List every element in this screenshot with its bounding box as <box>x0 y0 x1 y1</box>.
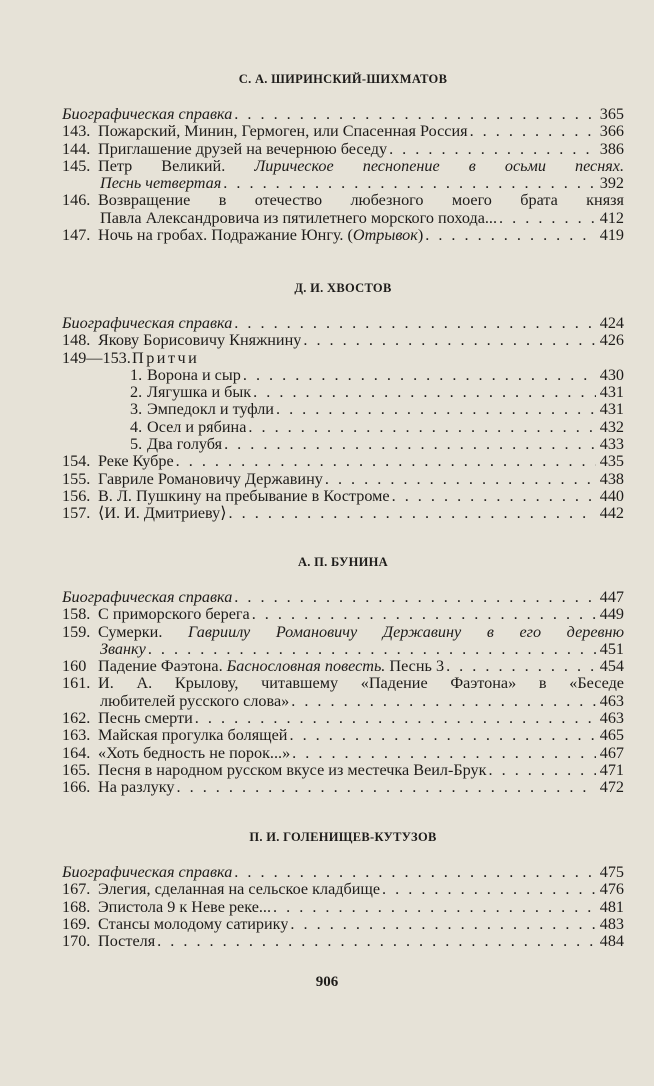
entry-page: 433 <box>599 435 624 454</box>
dot-leader <box>273 899 596 916</box>
entry-title <box>62 864 232 881</box>
entry-title <box>132 350 199 367</box>
entry-page: 449 <box>599 605 624 624</box>
entry-page: 484 <box>599 932 624 951</box>
toc-entry <box>62 710 624 727</box>
entry-title-segment: Осел и рябина <box>147 418 247 436</box>
entry-title <box>98 916 288 933</box>
toc-entry <box>62 419 624 436</box>
entry-title <box>147 419 246 436</box>
entry-number: 168. <box>62 897 91 916</box>
entry-number: 1. <box>130 365 143 384</box>
entry-page: 471 <box>599 760 624 779</box>
toc-entry <box>62 727 624 744</box>
entry-title-segment: Эпистола 9 к Неве реке... <box>98 898 272 916</box>
toc-section <box>62 555 624 797</box>
entry-title-segment: Элегия, сделанная на сельское кладбище <box>98 881 381 899</box>
entry-number: 165. <box>62 760 91 779</box>
entry-title <box>147 367 241 384</box>
entry-page: 465 <box>599 726 624 745</box>
dot-leader <box>248 419 596 436</box>
entry-title-segment: Пожарский, Минин, Гермоген, или Спасенная Россия <box>98 123 468 141</box>
dot-leader <box>253 384 596 401</box>
dot-leader <box>489 762 596 779</box>
entry-title-segment: Майская прогулка болящей <box>98 727 288 745</box>
entry-number: 3. <box>130 400 143 419</box>
entry-title <box>98 762 487 779</box>
entry-title <box>98 899 271 916</box>
toc-entry <box>62 916 624 933</box>
entry-title-segment: любителей русского слова» <box>100 692 290 710</box>
entry-title-line <box>98 192 624 209</box>
entry-title-segment: Ворона и сыр <box>147 366 241 384</box>
toc-entry <box>62 606 624 623</box>
dot-leader <box>392 488 596 505</box>
entry-page: 424 <box>599 314 624 332</box>
toc-section <box>62 830 624 950</box>
entry-title-line <box>100 641 146 658</box>
entry-title-segment: ) <box>417 227 424 245</box>
entry-page: 442 <box>599 504 624 523</box>
entry-title-line <box>100 693 289 710</box>
entry-title-segment: Павла Александровича из пятилетнего морского похода... <box>100 209 498 227</box>
toc-entry <box>62 589 624 606</box>
entry-title-segment: Петр Великий. <box>98 156 255 175</box>
entry-title <box>98 141 387 158</box>
dot-leader <box>224 436 596 453</box>
entry-number: 161. <box>62 674 91 693</box>
entry-number: 143. <box>62 122 91 141</box>
entry-title <box>98 505 227 522</box>
entry-title-segment: Приглашение друзей на вечернюю беседу <box>98 140 388 158</box>
entry-number: 148. <box>62 331 91 350</box>
entry-number: 170. <box>62 932 91 951</box>
entry-title-segment: В. Л. Пушкину на пребывание в Костроме <box>98 487 390 505</box>
dot-leader <box>157 933 596 950</box>
entry-title <box>98 606 250 623</box>
toc-entry <box>62 401 624 418</box>
toc-entry-continuation <box>62 641 624 658</box>
dot-leader <box>148 641 596 658</box>
entry-title <box>98 727 287 744</box>
entry-title-segment: Эмпедокл и туфли <box>147 401 274 419</box>
entry-title <box>62 106 232 123</box>
entry-page: 386 <box>599 139 624 158</box>
entry-page: 454 <box>599 657 624 676</box>
entry-page: 435 <box>599 452 624 471</box>
entry-title-segment: Баснословная повесть. <box>226 658 386 676</box>
section-author-heading: А. П. БУНИНА <box>297 555 389 569</box>
entry-title-segment: С приморского берега <box>98 606 250 624</box>
entry-title-segment: Гавриилу Романовичу Державину в его деревню <box>187 622 624 641</box>
dot-leader <box>289 727 596 744</box>
entry-title-segment: Реке Кубре <box>98 453 174 471</box>
toc-entry <box>62 881 624 898</box>
entry-title <box>98 471 323 488</box>
entry-page: 412 <box>599 208 624 227</box>
entry-page: 366 <box>599 122 624 141</box>
entry-number: 2. <box>130 383 143 402</box>
entry-title-segment: Биографическая справка <box>62 589 233 606</box>
entry-number: 149—153. <box>62 348 131 367</box>
entry-title <box>98 332 301 349</box>
entry-number: 163. <box>62 726 91 745</box>
entry-title-segment: Гавриле Романовичу Державину <box>98 470 323 488</box>
entry-title <box>147 384 251 401</box>
dot-leader <box>389 141 596 158</box>
toc-entry <box>62 315 624 332</box>
dot-leader <box>234 106 596 123</box>
entry-title-segment: Ночь на гробах. Подражание Юнгу. ( <box>98 227 353 245</box>
entry-page: 426 <box>599 331 624 350</box>
entry-number: 158. <box>62 605 91 624</box>
entry-number: 4. <box>130 417 143 436</box>
toc-entry <box>62 658 624 675</box>
entry-title-line <box>100 210 497 227</box>
entry-page: 431 <box>599 400 624 419</box>
toc-section <box>62 281 624 523</box>
entry-title-segment: Притчи <box>132 349 200 367</box>
toc-entry <box>62 899 624 916</box>
entry-title <box>98 779 175 796</box>
dot-leader <box>234 864 596 881</box>
entry-page: 430 <box>599 365 624 384</box>
entry-title-segment: Биографическая справка <box>62 864 233 881</box>
toc-entry-continuation <box>62 210 624 227</box>
toc-entry <box>62 332 624 349</box>
section-author-heading: С. А. ШИРИНСКИЙ-ШИХМАТОВ <box>238 72 448 86</box>
dot-leader <box>425 227 596 244</box>
entry-page: 475 <box>599 863 624 881</box>
dot-leader <box>234 315 596 332</box>
entry-title-segment: Возвращение в отечество любезного моего брата князя <box>98 191 624 210</box>
entry-title <box>98 227 423 244</box>
dot-leader <box>303 332 596 349</box>
entry-page: 438 <box>599 469 624 488</box>
dot-leader <box>290 916 596 933</box>
toc-entry <box>62 158 624 175</box>
entry-page: 467 <box>599 743 624 762</box>
entry-title-segment: ⟨И. И. Дмитриеву⟩ <box>98 505 227 523</box>
entry-number: 166. <box>62 778 91 797</box>
entry-title <box>98 881 380 898</box>
entry-page: 472 <box>599 778 624 797</box>
entry-title <box>98 488 390 505</box>
entry-title-segment: Песнь смерти <box>98 710 193 728</box>
toc-entry <box>62 367 624 384</box>
page-number: 906 <box>315 974 339 990</box>
entry-number: 159. <box>62 622 91 641</box>
entry-title <box>147 401 274 418</box>
entry-title <box>98 658 444 675</box>
toc-entry <box>62 624 624 641</box>
entry-title <box>98 745 290 762</box>
entry-title-segment: Песнь 3 <box>385 658 445 676</box>
entry-page: 447 <box>599 588 624 606</box>
entry-number: 162. <box>62 709 91 728</box>
dot-leader <box>195 710 596 727</box>
entry-title-segment: Постеля <box>98 933 156 951</box>
toc-entry <box>62 933 624 950</box>
dot-leader <box>252 606 596 623</box>
entry-title-line <box>100 175 221 192</box>
entry-number: 167. <box>62 880 91 899</box>
dot-leader <box>176 453 596 470</box>
entry-page: 365 <box>599 105 624 123</box>
dot-leader <box>499 210 596 227</box>
entry-title <box>98 123 468 140</box>
entry-title-segment: Лирическое песнопение в осьми песнях. <box>254 156 625 175</box>
toc-entry <box>62 141 624 158</box>
entry-number: 146. <box>62 191 91 210</box>
dot-leader <box>223 175 596 192</box>
entry-title-segment: Стансы молодому сатирику <box>98 915 289 933</box>
dot-leader <box>276 401 596 418</box>
entry-number: 154. <box>62 452 91 471</box>
entry-title-segment: Биографическая справка <box>62 315 233 332</box>
entry-number: 144. <box>62 139 91 158</box>
dot-leader <box>229 505 596 522</box>
entry-title-segment: Песня в народном русском вкусе из местечка Веил-Брук <box>98 761 487 779</box>
dot-leader <box>243 367 596 384</box>
entry-number: 164. <box>62 743 91 762</box>
entry-page: 432 <box>599 417 624 436</box>
toc-entry <box>62 471 624 488</box>
entry-title-segment: Лягушка и бык <box>147 384 252 402</box>
entry-title <box>98 453 174 470</box>
entry-page: 431 <box>599 383 624 402</box>
toc-entry <box>62 123 624 140</box>
entry-page: 476 <box>599 880 624 899</box>
dot-leader <box>325 471 596 488</box>
entry-title-segment: Званку <box>100 640 146 658</box>
entry-number: 5. <box>130 435 143 454</box>
toc-entry <box>62 384 624 401</box>
entry-title-segment: Отрывок <box>352 227 418 245</box>
entry-page: 483 <box>599 914 624 933</box>
entry-title <box>62 315 232 332</box>
entry-title-segment: Сумерки. <box>98 622 188 641</box>
toc-entry <box>62 864 624 881</box>
entry-page: 463 <box>599 691 624 710</box>
toc-entry <box>62 675 624 692</box>
entry-number: 156. <box>62 486 91 505</box>
entry-page: 463 <box>599 709 624 728</box>
dot-leader <box>382 881 596 898</box>
entry-title <box>98 933 155 950</box>
entry-title-line <box>98 675 624 692</box>
section-author-heading: П. И. ГОЛЕНИЩЕВ-КУТУЗОВ <box>249 830 437 844</box>
toc-entry-continuation <box>62 175 624 192</box>
toc-entry-continuation <box>62 693 624 710</box>
toc-entry <box>62 106 624 123</box>
toc-entry <box>62 227 624 244</box>
toc-entry <box>62 762 624 779</box>
entry-number: 169. <box>62 914 91 933</box>
toc-entry <box>62 436 624 453</box>
dot-leader <box>234 589 596 606</box>
dot-leader <box>177 779 597 796</box>
toc-entry <box>62 745 624 762</box>
dot-leader <box>292 745 596 762</box>
entry-page: 419 <box>599 226 624 245</box>
toc-section <box>62 72 624 244</box>
entry-title-segment: Биографическая справка <box>62 106 233 123</box>
toc-entry <box>62 350 624 367</box>
entry-number: 155. <box>62 469 91 488</box>
dot-leader <box>446 658 596 675</box>
entry-title-line <box>98 158 624 175</box>
toc-entry <box>62 505 624 522</box>
dot-leader <box>470 123 596 140</box>
entry-number: 145. <box>62 156 91 175</box>
entry-number: 147. <box>62 226 91 245</box>
entry-title-segment: «Хоть бедность не порок...» <box>98 744 291 762</box>
entry-page: 481 <box>599 897 624 916</box>
dot-leader <box>291 693 596 710</box>
entry-title-segment: На разлуку <box>98 779 175 797</box>
entry-title-segment: Песнь четвертая <box>100 175 222 193</box>
entry-title <box>98 710 193 727</box>
entry-number: 157. <box>62 504 91 523</box>
toc-entry <box>62 453 624 470</box>
toc-entry <box>62 192 624 209</box>
entry-title <box>62 589 232 606</box>
entry-title-segment: Падение Фаэтона. <box>98 658 227 676</box>
entry-page: 451 <box>599 639 624 658</box>
section-author-heading: Д. И. ХВОСТОВ <box>294 281 392 295</box>
entry-page: 440 <box>599 486 624 505</box>
toc-entry <box>62 779 624 796</box>
entry-title-segment: Якову Борисовичу Княжнину <box>98 332 302 350</box>
entry-page: 392 <box>599 174 624 193</box>
entry-title-line <box>98 624 624 641</box>
entry-title-segment: Два голубя <box>147 436 223 454</box>
entry-number: 160 <box>62 657 87 676</box>
toc-entry <box>62 488 624 505</box>
entry-title-segment: И. А. Крылову, читавшему «Падение Фаэтона» в «Беседе <box>98 674 624 693</box>
entry-title <box>147 436 222 453</box>
